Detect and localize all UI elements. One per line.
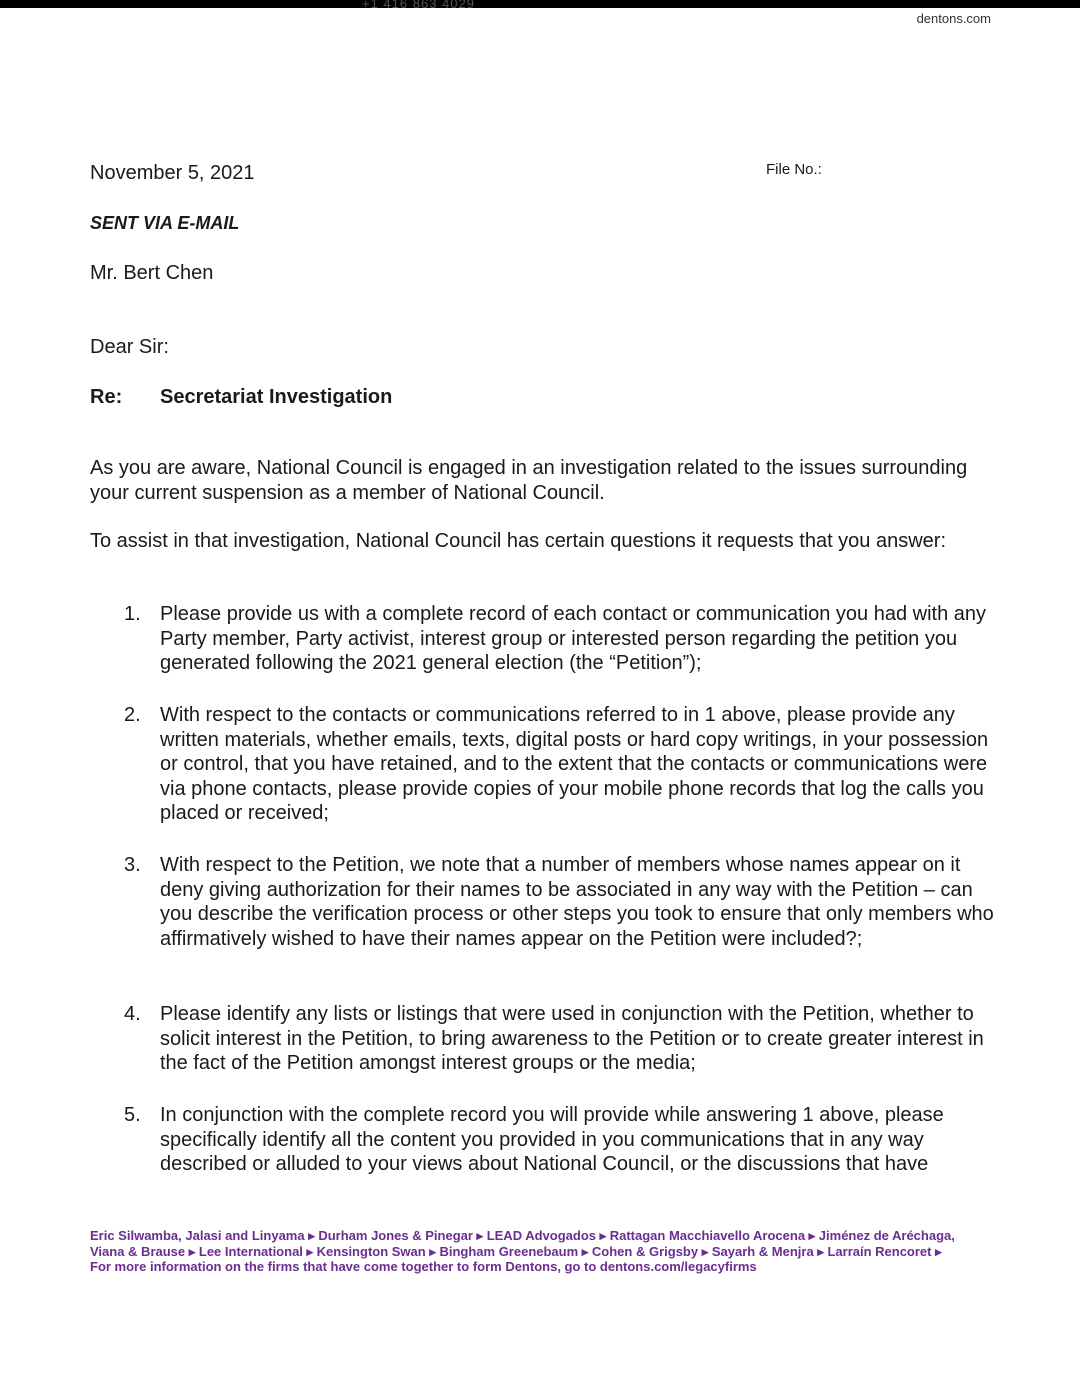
question-item (124, 602, 994, 678)
question-item (124, 1002, 994, 1078)
request-paragraph: To assist in that investigation, National Council has certain questions it requests that you answer: (90, 530, 947, 552)
subject-line: Secretariat Investigation (160, 386, 393, 408)
question-item (124, 703, 994, 828)
question-number: 2. (124, 704, 141, 726)
question-text: With respect to the Petition, we note that a number of members whose names appear on it deny giving authorization for their names to be associated in any way with the Petition – can you describe the verification process or other steps you took to ensure that only members who affirmatively wished to have their names appear on the Petition were included?; (160, 854, 994, 950)
footer-firms-line-1: Eric Silwamba, Jalasi and Linyama ▸ Durham Jones & Pinegar ▸ LEAD Advogados ▸ Rattagan Macchiavello Arocena ▸ Jiménez de Aréchaga, (90, 1228, 955, 1243)
top-border (0, 0, 1080, 8)
footer-firms-line-2: Viana & Brause ▸ Lee International ▸ Kensington Swan ▸ Bingham Greenebaum ▸ Cohen & Grigsby ▸ Sayarh & Menjra ▸ Larraín Rencoret ▸ (90, 1243, 942, 1259)
re-label: Re: (90, 386, 123, 408)
footer-info-link[interactable]: For more information on the firms that have come together to form Dentons, go to dentons.com/legacyfirms (90, 1259, 757, 1274)
question-text: Please provide us with a complete record of each contact or communication you had with any Party member, Party activist, interest group or interested person regarding the petition you generated following the 2021 general election (the “Petition”); (160, 603, 986, 674)
question-text: With respect to the contacts or communications referred to in 1 above, please provide any written materials, whether emails, texts, digital posts or hard copy writings, in your possession or control, that you have retained, and to the extent that the contacts or communications were via phone contacts, please provide copies of your mobile phone records that log the calls you placed or received; (160, 704, 989, 824)
recipient-name: Mr. Bert Chen (90, 262, 214, 284)
question-number: 4. (124, 1003, 141, 1025)
question-item (124, 853, 994, 978)
website-header: dentons.com (916, 11, 991, 26)
legacy-firms-footer (90, 1228, 1020, 1275)
question-text: In conjunction with the complete record you will provide while answering 1 above, please specifically identify all the content you provided in you communications that in any way described or alluded to your views about National Council, or the discussions that have (160, 1104, 944, 1175)
delivery-method: SENT VIA E-MAIL (90, 213, 240, 233)
letter-date: November 5, 2021 (90, 162, 255, 184)
salutation: Dear Sir: (90, 336, 169, 358)
question-number: 5. (124, 1104, 141, 1126)
question-number: 3. (124, 854, 141, 876)
question-text: Please identify any lists or listings that were used in conjunction with the Petition, whether to solicit interest in the Petition, to bring awareness to the Petition or to create greater interest in the fact of the Petition amongst interest groups or the media; (160, 1003, 984, 1074)
question-number: 1. (124, 603, 141, 625)
file-number-label: File No.: (766, 161, 822, 178)
intro-paragraph: As you are aware, National Council is engaged in an investigation related to the issues surrounding your current suspension as a member of National Council. (90, 457, 968, 504)
cropped-phone-number: +1 416 863 4029 (362, 0, 475, 11)
question-item (124, 1103, 994, 1179)
